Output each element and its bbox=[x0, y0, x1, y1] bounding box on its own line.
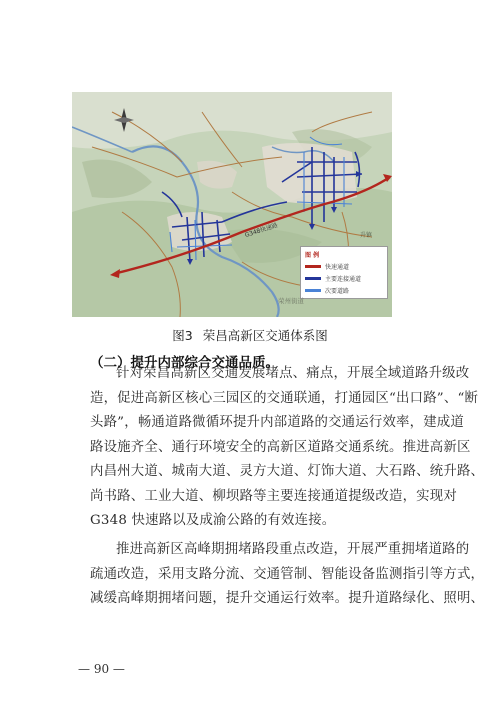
legend-item-expressway bbox=[305, 262, 383, 271]
traffic-system-map bbox=[72, 92, 392, 317]
figure-number: 图3 bbox=[172, 328, 193, 343]
figure-title: 荣昌高新区交通体系图 bbox=[202, 328, 328, 343]
paragraph-line: 推进高新区高峰期拥堵路段重点改造，开展严重拥堵道路的 bbox=[116, 542, 470, 557]
paragraph-line: 头路”，畅通道路微循环提升内部道路的交通运行效率，建成道 bbox=[90, 415, 464, 430]
section-heading: （二）提升内部综合交通品质。 bbox=[90, 355, 279, 371]
paragraph-line: 路设施齐全、通行环境安全的高新区道路交通系统。推进高新区 bbox=[90, 439, 471, 455]
legend-label: 次要道路 bbox=[325, 288, 350, 295]
paragraph-2 bbox=[90, 538, 485, 612]
map-legend bbox=[300, 246, 388, 299]
legend-item-main-connector bbox=[305, 274, 383, 283]
paragraph-line: G348 快速路以及成渝公路的有效连接。 bbox=[90, 513, 336, 528]
legend-label: 快速通道 bbox=[325, 264, 350, 271]
paragraph-1 bbox=[90, 362, 485, 534]
paragraph-line: 针对荣昌高新区交通发展堵点、痛点，开展全域道路升级改 bbox=[116, 366, 470, 381]
legend-label: 主要连接通道 bbox=[325, 276, 362, 283]
legend-item-secondary-road bbox=[305, 286, 383, 295]
page-number: — 90 — bbox=[78, 662, 125, 676]
legend-swatch-red bbox=[305, 265, 321, 268]
legend-swatch-light-blue bbox=[305, 289, 321, 292]
figure-caption bbox=[0, 326, 500, 344]
paragraph-line: 减缓高峰期拥堵问题，提升交通运行效率。提升道路绿化、照明、 bbox=[90, 591, 485, 606]
paragraph-line: 造，促进高新区核心三园区的交通联通，打通园区“出口路”、“断 bbox=[90, 390, 479, 406]
paragraph-line: 尚书路、工业大道、柳坝路等主要连接通道提级改造，实现对 bbox=[90, 488, 457, 504]
legend-swatch-dark-blue bbox=[305, 277, 321, 280]
paragraph-line: 疏通改造，采用支路分流、交通管制、智能设备监测指引等方式， bbox=[90, 566, 485, 582]
place-label: 升镇 bbox=[359, 232, 372, 239]
g348-road-label: G348快速路 bbox=[244, 221, 279, 240]
map-watermark: 荣州街道 bbox=[278, 297, 304, 305]
paragraph-line: 内昌州大道、城南大道、灵方大道、灯饰大道、大石路、统升路、 bbox=[90, 464, 485, 479]
legend-title: 图 例 bbox=[305, 252, 320, 259]
